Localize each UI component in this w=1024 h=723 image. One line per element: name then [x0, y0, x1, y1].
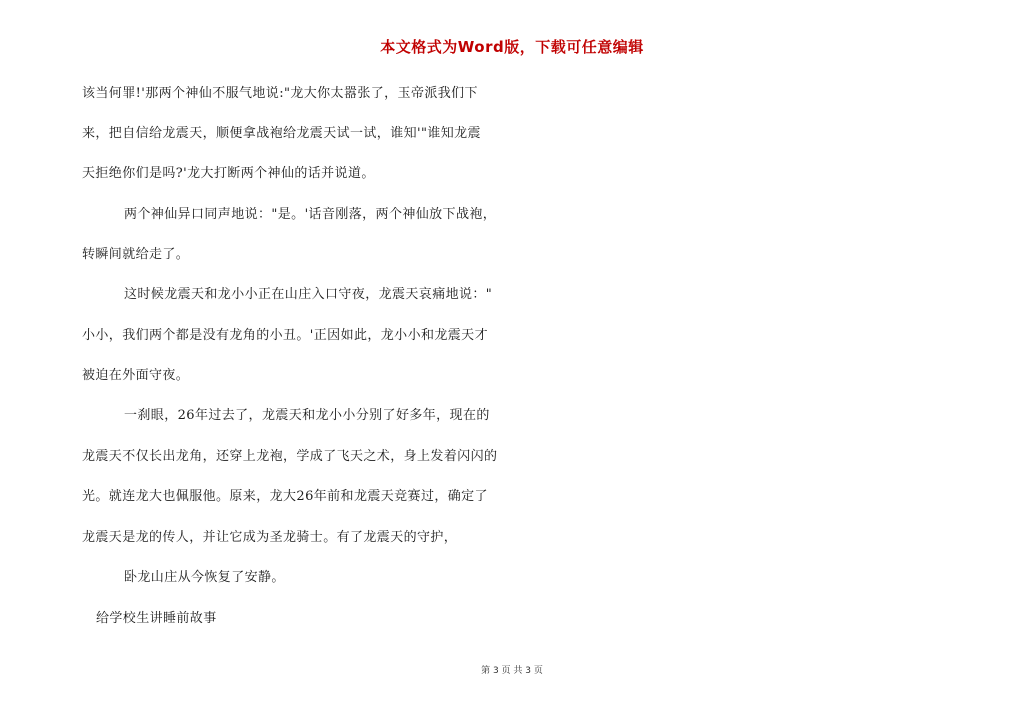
paragraph-line: 这时候龙震天和龙小小正在山庄入口守夜，龙震天哀痛地说：" — [124, 287, 493, 302]
paragraph-line: 该当何罪!'那两个神仙不服气地说:"龙大你太嚣张了，玉帝派我们下 — [82, 86, 478, 101]
paragraph-line: 光。就连龙大也佩服他。原来，龙大26年前和龙震天竞赛过，确定了 — [82, 489, 488, 504]
paragraph-line: 被迫在外面守夜。 — [82, 368, 190, 383]
paragraph-line: 小小，我们两个都是没有龙角的小丑。'正因如此，龙小小和龙震天才 — [82, 328, 488, 343]
page-footer: 第 3 页 共 3 页 — [481, 666, 543, 676]
paragraph-line: 龙震天不仅长出龙角，还穿上龙袍，学成了飞天之术，身上发着闪闪的 — [82, 449, 498, 464]
paragraph-line: 来，把自信给龙震天，顺便拿战袍给龙震天试一试，谁知'"谁知龙震 — [82, 126, 481, 141]
paragraph-line: 天拒绝你们是吗?'龙大打断两个神仙的话并说道。 — [82, 166, 375, 181]
section-title: 给学校生讲睡前故事 — [96, 611, 217, 626]
paragraph-line: 龙震天是龙的传人，并让它成为圣龙骑士。有了龙震天的守护， — [82, 530, 458, 545]
paragraph-line: 一刹眼，26年过去了，龙震天和龙小小分别了好多年，现在的 — [124, 408, 490, 423]
document-banner: 本文格式为Word版，下载可任意编辑 — [380, 38, 644, 56]
paragraph-line: 卧龙山庄从今恢复了安静。 — [124, 570, 285, 585]
paragraph-line: 两个神仙异口同声地说："是。'话音刚落，两个神仙放下战袍， — [124, 207, 497, 222]
paragraph-line: 转瞬间就给走了。 — [82, 247, 190, 262]
